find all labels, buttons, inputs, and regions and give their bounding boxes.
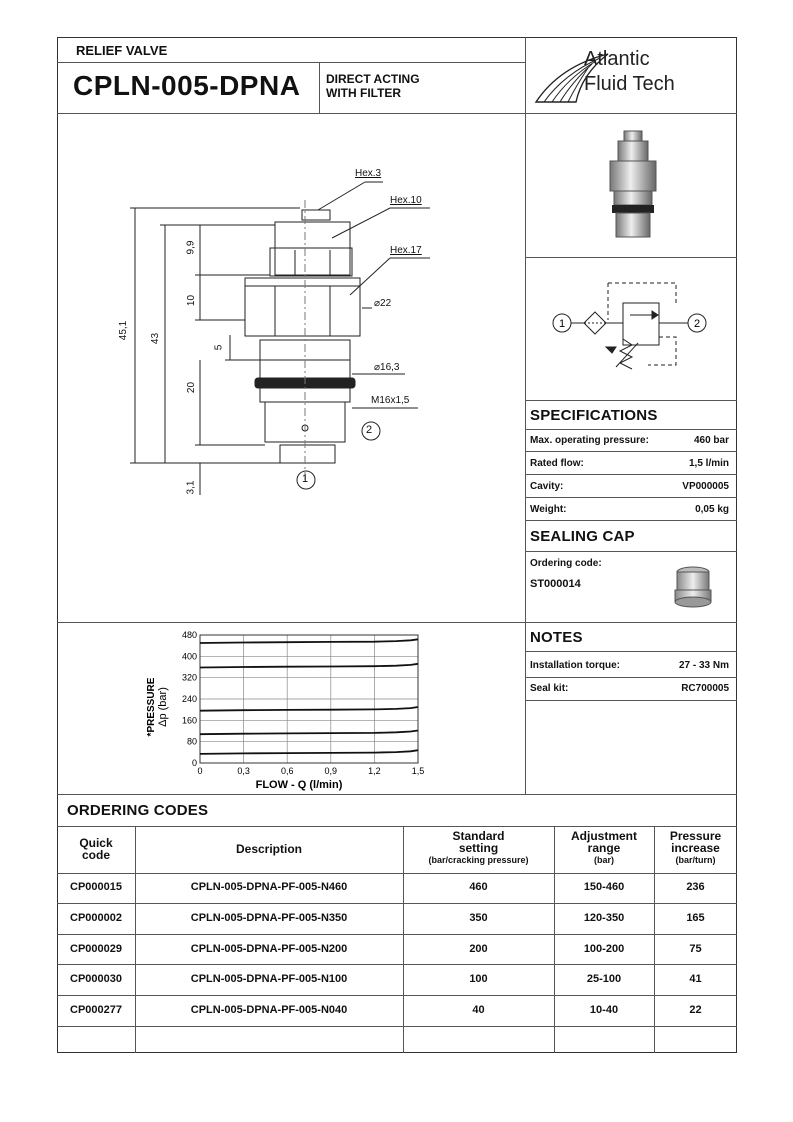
row-quick-code: CP000015	[70, 881, 122, 893]
notes-value: RC700005	[681, 683, 729, 694]
header-pressure-increase	[654, 830, 737, 866]
diameter-22-label: ⌀22	[374, 298, 392, 309]
series-line	[200, 639, 418, 643]
row-increase: 41	[689, 973, 702, 986]
photo-bottom-line	[525, 257, 737, 258]
diameter-22-value: 22	[380, 298, 392, 309]
symbol-port-1: 1	[558, 318, 566, 330]
row-setting: 460	[469, 881, 488, 893]
row-description: CPLN-005-DPNA-PF-005-N200	[190, 942, 348, 955]
header-std-2: setting	[458, 841, 499, 855]
sealing-cap-photo	[668, 562, 718, 612]
spec-label: Max. operating pressure:	[530, 435, 649, 446]
row-increase: 75	[689, 942, 702, 955]
model-title: CPLN-005-DPNA	[73, 70, 301, 101]
subtitle-line-1: DIRECT ACTING	[326, 72, 420, 86]
chart-bottom-line	[57, 794, 737, 795]
dim-20-label: 20	[186, 381, 198, 394]
row-range: 120-350	[583, 911, 625, 924]
spec-value: 0,05 kg	[695, 504, 729, 515]
dim-5-label: 5	[213, 344, 225, 351]
row-range: 150-460	[583, 881, 625, 893]
row-increase: 165	[686, 911, 705, 924]
model-subtitle	[326, 72, 420, 100]
x-tick-label: 0,9	[324, 766, 338, 776]
diameter-16-value: 16,3	[380, 362, 400, 373]
product-photo	[600, 127, 666, 245]
header-inc-3: (bar/turn)	[675, 855, 716, 865]
row-setting: 100	[469, 973, 488, 986]
hex3-label: Hex.3	[355, 168, 382, 179]
ordering-codes-title: ORDERING CODES	[67, 802, 209, 819]
header-adj-3: (bar)	[594, 855, 614, 865]
table-row	[57, 965, 737, 996]
y-axis-label-line1: *PRESSURE	[146, 677, 157, 737]
notes-value: 27 - 33 Nm	[678, 660, 729, 671]
x-tick-label: 0,3	[237, 766, 250, 776]
y-tick-label: 80	[186, 736, 197, 747]
brand-line-1: Atlantic	[584, 48, 650, 70]
header-quick-code	[57, 837, 135, 861]
y-tick-label: 320	[181, 672, 197, 683]
header-divider	[57, 62, 525, 63]
row-setting: 40	[472, 1004, 485, 1017]
table-row	[57, 935, 737, 966]
port-1-label: 1	[302, 473, 309, 485]
sealing-cap-icon	[668, 562, 718, 612]
sealing-cap-code: ST000014	[530, 578, 581, 590]
brand-line-2: Fluid Tech	[584, 73, 675, 95]
row-increase: 22	[689, 1004, 702, 1017]
y-tick-label: 240	[181, 694, 197, 704]
spec-row	[525, 429, 737, 452]
port-2-label: 2	[366, 424, 373, 436]
row-quick-code: CP000002	[70, 911, 122, 924]
series-line	[200, 707, 418, 711]
header-quick-2: code	[81, 848, 110, 862]
ordering-header-top	[57, 826, 737, 827]
header-adj-1: Adjustment	[571, 829, 637, 843]
y-tick-label: 480	[181, 630, 197, 640]
spec-value: 1,5 l/min	[688, 458, 729, 469]
chart-svg	[140, 625, 440, 793]
valve-dimension-drawing	[100, 150, 500, 510]
x-tick-label: 0	[197, 766, 203, 776]
spec-label: Rated flow:	[530, 458, 584, 469]
subtitle-line-2: WITH FILTER	[326, 86, 402, 100]
category-label: RELIEF VALVE	[76, 43, 168, 58]
spec-label: Cavity:	[530, 481, 564, 492]
dim-43-label: 43	[150, 332, 162, 345]
spec-row	[525, 452, 737, 475]
x-axis-label: FLOW - Q (l/min)	[255, 779, 343, 791]
row-range: 25-100	[586, 973, 622, 986]
notes-row	[525, 676, 737, 701]
y-tick-label: 400	[181, 651, 197, 662]
row-setting: 350	[469, 911, 488, 924]
series-line	[200, 664, 418, 668]
thread-label: M16x1,5	[371, 395, 410, 406]
x-tick-label: 1,2	[368, 766, 381, 776]
y-tick-label: 0	[191, 758, 197, 768]
hydraulic-symbol	[548, 275, 718, 375]
sealing-cap-line	[525, 551, 737, 552]
header-std-3: (bar/cracking pressure)	[428, 855, 529, 865]
dim-45-label: 45,1	[118, 320, 130, 341]
table-row	[57, 873, 737, 904]
row-quick-code: CP000030	[70, 973, 122, 986]
diameter-16-label: ⌀16,3	[374, 362, 400, 373]
y-tick-label: 160	[181, 715, 197, 726]
x-tick-label: 1,5	[411, 766, 425, 776]
dim-3-label: 3,1	[185, 480, 197, 495]
x-tick-label: 0,6	[280, 766, 294, 776]
dim-10-label: 10	[186, 294, 198, 307]
ordering-code-label: Ordering code:	[530, 558, 602, 569]
header-quick-1: Quick	[79, 836, 113, 850]
header-description: Description	[235, 842, 302, 856]
spec-row	[525, 498, 737, 521]
header-inc-2: increase	[671, 841, 720, 855]
row-increase: 236	[686, 881, 705, 893]
hex10-label: Hex.10	[390, 195, 422, 206]
spec-value: 460 bar	[693, 435, 729, 446]
notes-label: Seal kit:	[530, 683, 569, 694]
row-quick-code: CP000277	[70, 1004, 122, 1017]
header-model-divider	[319, 62, 320, 113]
notes-title: NOTES	[530, 629, 583, 646]
header-adjustment-range	[554, 830, 654, 866]
notes-row	[525, 653, 737, 678]
dim-9-label: 9,9	[185, 240, 197, 255]
y-axis-label-line2: Δp (bar)	[157, 687, 169, 727]
spec-value: VP000005	[682, 481, 729, 492]
row-quick-code: CP000029	[70, 942, 122, 955]
relief-valve-symbol-icon	[548, 275, 718, 375]
notes-line-0	[525, 651, 737, 652]
table-row	[57, 904, 737, 935]
pressure-flow-chart	[140, 625, 440, 793]
header-inc-1: Pressure	[669, 829, 722, 843]
sealing-cap-title: SEALING CAP	[530, 528, 635, 545]
row-range: 100-200	[583, 942, 625, 955]
spec-label: Weight:	[530, 504, 567, 515]
symbol-bottom-line	[525, 400, 737, 401]
row-description: CPLN-005-DPNA-PF-005-N460	[190, 881, 348, 893]
row-range: 10-40	[589, 1004, 619, 1017]
row-description: CPLN-005-DPNA-PF-005-N350	[190, 911, 348, 924]
hex17-label: Hex.17	[390, 245, 422, 256]
notes-label: Installation torque:	[530, 660, 620, 671]
table-row	[57, 996, 737, 1027]
row-description: CPLN-005-DPNA-PF-005-N040	[190, 1004, 348, 1017]
specifications-title: SPECIFICATIONS	[530, 407, 658, 424]
series-line	[200, 731, 418, 735]
spec-row	[525, 475, 737, 498]
valve-photo-icon	[600, 127, 666, 245]
symbol-port-2: 2	[693, 318, 701, 330]
row-description: CPLN-005-DPNA-PF-005-N100	[190, 973, 348, 986]
series-line	[200, 750, 418, 754]
brand-logo	[530, 44, 730, 108]
header-bottom-line	[57, 113, 737, 114]
drawing-bottom-line	[57, 622, 737, 623]
header-adj-2: range	[587, 841, 621, 855]
header-std-1: Standard	[452, 829, 505, 843]
header-standard-setting	[403, 830, 554, 866]
row-setting: 200	[469, 942, 488, 955]
valve-drawing	[100, 150, 500, 510]
